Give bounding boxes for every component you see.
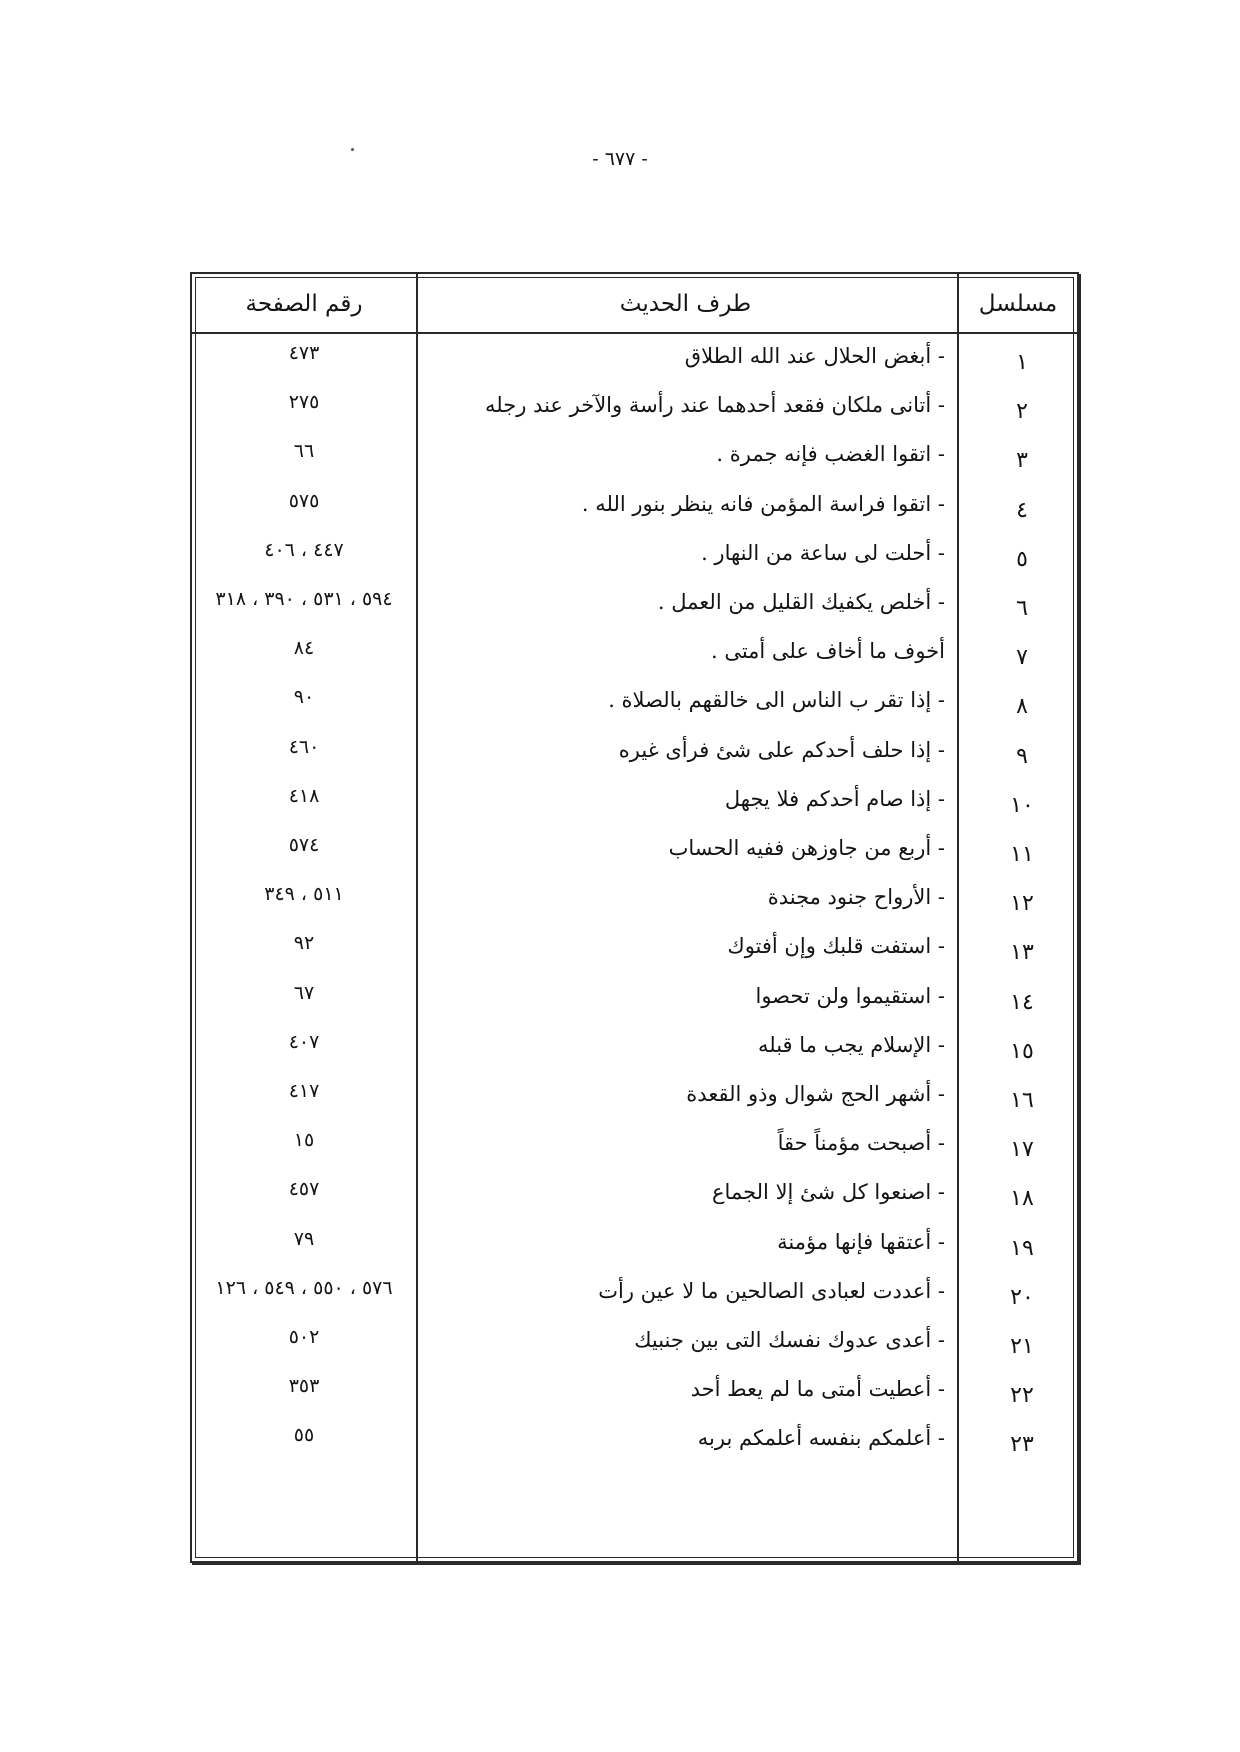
hadith-text: - إذا حلف أحدكم على شئ فرأى غيره xyxy=(618,737,945,762)
serial-number: ٢١ xyxy=(1010,1334,1034,1359)
serial-number: ٩ xyxy=(1016,743,1028,769)
table-row xyxy=(192,1127,1081,1177)
hadith-text: - إذا تقر ب الناس الى خالقهم بالصلاة . xyxy=(608,688,945,713)
page-reference: ٥٧٦ ، ٥٥٠ ، ٥٤٩ ، ١٢٦ xyxy=(215,1276,393,1299)
header-divider xyxy=(192,332,1077,334)
header-page: رقم الصفحة xyxy=(245,291,363,317)
hadith-text: - أعددت لعبادى الصالحين ما لا عين رأت xyxy=(598,1278,945,1303)
hadith-text: أخوف ما أخاف على أمتى . xyxy=(710,639,945,664)
serial-number: ١٦ xyxy=(1010,1088,1034,1113)
table-row xyxy=(192,635,1081,685)
table-row xyxy=(192,488,1081,538)
hadith-text: - الأرواح جنود مجندة xyxy=(767,885,945,910)
hadith-text: - اتقوا الغضب فإنه جمرة . xyxy=(716,442,945,467)
table-row xyxy=(192,980,1081,1030)
page-reference: ٥٥ xyxy=(293,1424,315,1447)
hadith-text: - الإسلام يجب ما قبله xyxy=(758,1032,945,1057)
serial-number: ٧ xyxy=(1016,645,1028,671)
serial-number: ١٩ xyxy=(1010,1235,1034,1261)
page-reference: ٥٩٤ ، ٥٣١ ، ٣٩٠ ، ٣١٨ xyxy=(215,588,393,610)
table-row xyxy=(192,1226,1081,1276)
table-row xyxy=(192,832,1081,882)
table-row xyxy=(192,1029,1081,1079)
serial-number: ٦ xyxy=(1016,596,1028,621)
hadith-text: - استقيموا ولن تحصوا xyxy=(755,983,945,1008)
table-row xyxy=(192,438,1081,488)
page-reference: ٨٤ xyxy=(293,637,315,660)
header-serial: مسلسل xyxy=(978,291,1058,317)
scan-speck xyxy=(351,148,354,151)
hadith-index-table xyxy=(190,272,1079,1563)
page-reference: ٥٠٢ xyxy=(288,1326,320,1348)
page-reference: ٥٧٤ xyxy=(288,834,320,856)
table-row xyxy=(192,881,1081,931)
hadith-text: - أربع من جاوزهن ففيه الحساب xyxy=(668,836,945,860)
table-row xyxy=(192,1275,1081,1325)
page-reference: ٥٧٥ xyxy=(288,489,320,512)
hadith-text: - استفت قلبك وإن أفتوك xyxy=(727,934,945,959)
hadith-text: - اصنعوا كل شئ إلا الجماع xyxy=(712,1180,945,1205)
hadith-text: - أعلمكم بنفسه أعلمكم بربه xyxy=(697,1426,945,1451)
page-reference: ٤١٧ xyxy=(288,1080,320,1102)
page-reference: ٣٥٣ xyxy=(288,1375,320,1398)
serial-number: ٢٠ xyxy=(1010,1284,1034,1310)
hadith-text: - أشهر الحج شوال وذو القعدة xyxy=(686,1082,945,1106)
serial-number: ١١ xyxy=(1010,842,1034,867)
page-reference: ٩٢ xyxy=(293,932,315,955)
serial-number: ١٢ xyxy=(1010,891,1034,917)
hadith-text: - أصبحت مؤمناً حقاً xyxy=(777,1131,945,1156)
serial-number: ٢٢ xyxy=(1010,1383,1034,1409)
page-reference: ٢٧٥ xyxy=(288,391,320,414)
serial-number: ٥ xyxy=(1016,546,1028,572)
page-reference: ٦٦ xyxy=(293,440,315,463)
hadith-text: - أحلت لى ساعة من النهار . xyxy=(701,540,945,565)
serial-number: ٢٣ xyxy=(1010,1432,1034,1458)
hadith-text: - اتقوا فراسة المؤمن فانه ينظر بنور الله . xyxy=(581,491,945,516)
header-hadith: طرف الحديث xyxy=(619,291,752,317)
serial-number: ٢ xyxy=(1016,399,1028,425)
serial-number: ١٤ xyxy=(1010,989,1034,1015)
page-reference: ٦٧ xyxy=(293,981,315,1004)
page-reference: ١٥ xyxy=(293,1129,315,1152)
serial-number: ١ xyxy=(1016,350,1028,375)
hadith-text: - أعدى عدوك نفسك التى بين جنبيك xyxy=(634,1328,945,1352)
table-row xyxy=(192,783,1081,833)
page-reference: ٤٠٧ xyxy=(288,1030,320,1053)
table-row xyxy=(192,340,1081,390)
serial-number: ٤ xyxy=(1016,497,1028,523)
serial-number: ١٠ xyxy=(1010,792,1034,818)
serial-number: ١٣ xyxy=(1010,940,1034,966)
hadith-text: - أعتقها فإنها مؤمنة xyxy=(777,1229,945,1254)
page-number: - ٦٧٧ - xyxy=(592,148,648,170)
page-reference: ٤١٨ xyxy=(288,784,320,807)
serial-number: ١٨ xyxy=(1010,1186,1034,1212)
serial-number: ٣ xyxy=(1016,448,1028,474)
serial-number: ١٧ xyxy=(1010,1137,1034,1163)
page-reference: ٤٥٧ xyxy=(288,1178,320,1201)
page-reference: ٧٩ xyxy=(293,1227,315,1250)
table-row xyxy=(192,684,1081,734)
page-reference: ٤٦٠ xyxy=(288,735,320,758)
hadith-text: - إذا صام أحدكم فلا يجهل xyxy=(724,786,945,811)
table-row xyxy=(192,1078,1081,1128)
hadith-text: - أعطيت أمتى ما لم يعط أحد xyxy=(690,1377,945,1402)
serial-number: ١٥ xyxy=(1010,1038,1034,1064)
page-reference: ٥١١ ، ٣٤٩ xyxy=(264,883,344,906)
table-row xyxy=(192,1324,1081,1374)
table-row xyxy=(192,389,1081,439)
page-reference: ٤٧٣ xyxy=(288,342,320,364)
serial-number: ٨ xyxy=(1016,694,1028,720)
page-reference: ٩٠ xyxy=(293,686,315,709)
hadith-text: - أخلص يكفيك القليل من العمل . xyxy=(657,590,945,614)
table-row xyxy=(192,930,1081,980)
table-row xyxy=(192,1422,1081,1472)
hadith-text: - أبغض الحلال عند الله الطلاق xyxy=(684,344,945,368)
table-row xyxy=(192,586,1081,636)
table-row xyxy=(192,1373,1081,1423)
table-row xyxy=(192,1176,1081,1226)
page-reference: ٤٤٧ ، ٤٠٦ xyxy=(264,538,344,561)
table-row xyxy=(192,734,1081,784)
table-row xyxy=(192,537,1081,587)
hadith-text: - أتانى ملكان فقعد أحدهما عند رأسة والآخر عند رجله xyxy=(485,393,945,418)
